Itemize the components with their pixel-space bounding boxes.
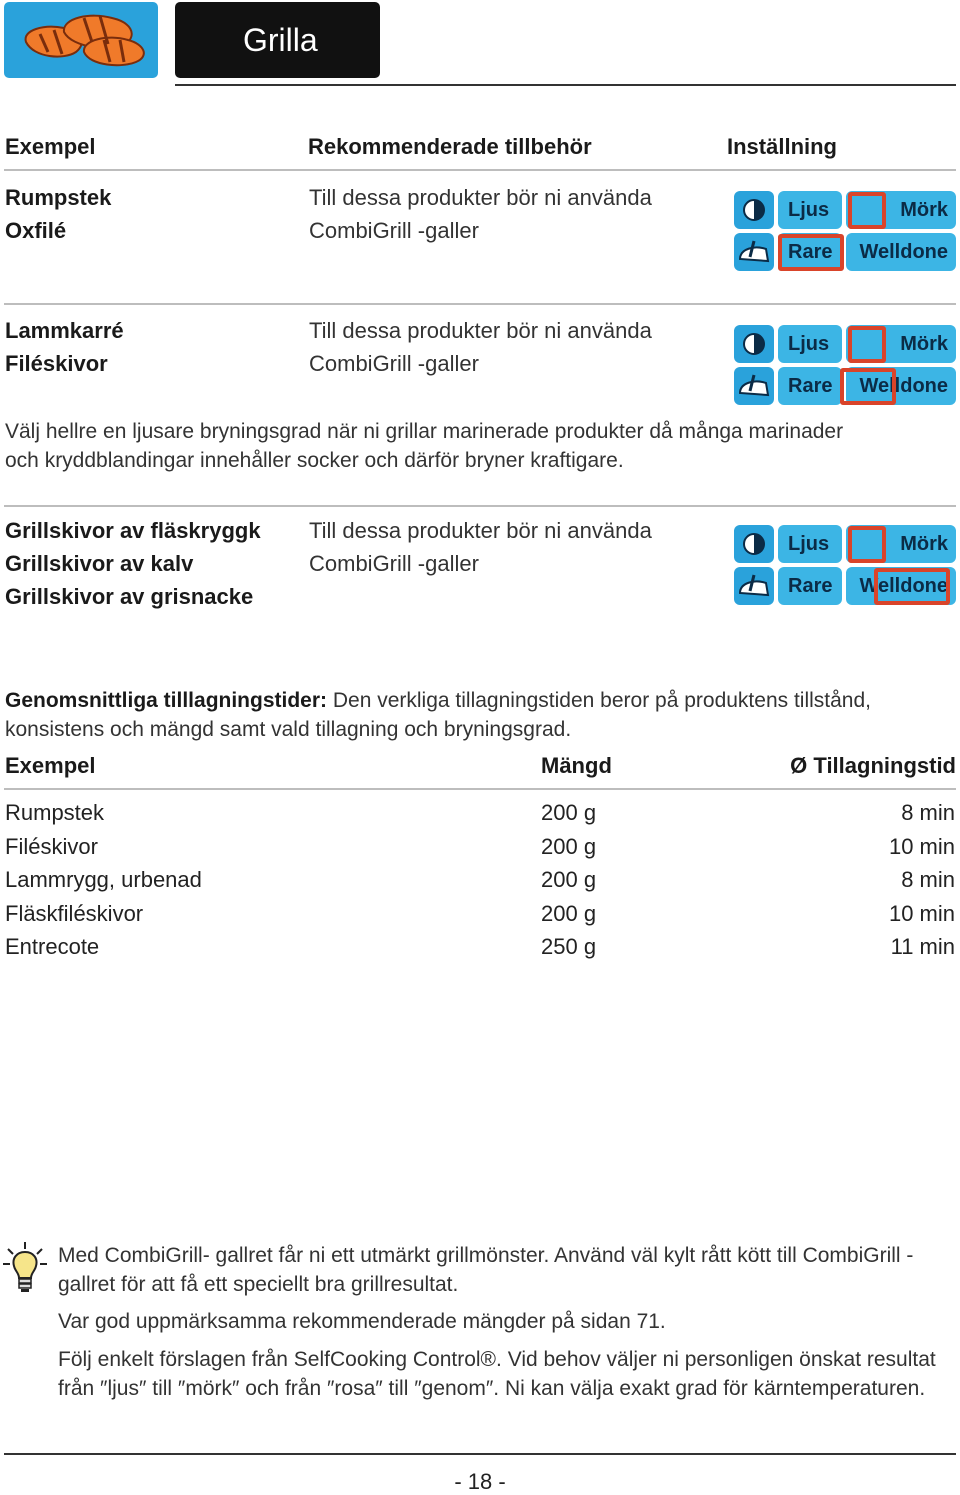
header-rule bbox=[4, 169, 956, 171]
level-rare: Rare bbox=[778, 233, 842, 271]
level-welldone: Welldone bbox=[846, 567, 956, 605]
section-1-item: Rumpstek bbox=[5, 185, 112, 210]
core-probe-icon bbox=[734, 567, 774, 605]
level-rare: Rare bbox=[778, 367, 842, 405]
section-3-item: Grillskivor av fläskryggk bbox=[5, 518, 261, 543]
footer-divider bbox=[4, 1453, 956, 1455]
table-row bbox=[0, 930, 960, 964]
section-3-accessory: Till dessa produkter bör ni använda bbox=[309, 518, 652, 543]
row-time: 8 min bbox=[901, 867, 955, 892]
selected-browning-marker bbox=[848, 326, 886, 363]
level-dark: Mörk bbox=[846, 191, 956, 229]
header-divider bbox=[175, 84, 956, 86]
row-time: 10 min bbox=[888, 833, 955, 859]
section-2-item: Filéskivor bbox=[5, 351, 108, 376]
level-rare: Rare bbox=[778, 567, 842, 605]
table-row bbox=[0, 796, 960, 830]
grill-meat-icon bbox=[4, 2, 158, 78]
section-2-accessory: CombiGrill -galler bbox=[309, 351, 479, 376]
level-dark: Mörk bbox=[846, 325, 956, 363]
page-number: - 18 - bbox=[454, 1469, 506, 1494]
section-1-accessory: CombiGrill -galler bbox=[309, 218, 479, 243]
level-welldone: Welldone bbox=[846, 233, 956, 271]
section-rule bbox=[4, 303, 956, 305]
table-header-time: Ø Tillagningstid bbox=[790, 753, 956, 778]
row-amount: 200 g bbox=[541, 833, 597, 859]
section-1-item: Oxfilé bbox=[5, 218, 67, 243]
selected-doneness-marker bbox=[840, 368, 896, 405]
selected-browning-marker bbox=[848, 526, 886, 563]
level-dark: Mörk bbox=[846, 525, 956, 563]
row-name: Entrecote bbox=[5, 934, 100, 959]
cooking-times-intro bbox=[5, 686, 957, 744]
section-1-accessory: Till dessa produkter bör ni använda bbox=[309, 185, 652, 210]
section-rule bbox=[4, 505, 956, 507]
row-amount: 200 g bbox=[541, 867, 597, 892]
tip-paragraph: Följ enkelt förslagen från SelfCooking Control®. Vid behov väljer ni personligen önskat resultat från ″ljus″ till ″mörk″ och från ″rosa″ till ″genom″. Ni kan välja exakt grad för kärntemperaturen. bbox=[58, 1348, 936, 1400]
setting-panel-3 bbox=[734, 525, 956, 607]
row-name: Rumpstek bbox=[5, 800, 105, 825]
selected-doneness-marker bbox=[874, 568, 950, 605]
level-light: Ljus bbox=[778, 325, 842, 363]
level-welldone: Welldone bbox=[846, 367, 956, 405]
table-row bbox=[0, 830, 960, 864]
browning-dial-icon bbox=[734, 525, 774, 563]
selected-doneness-marker bbox=[778, 234, 844, 271]
table-header-rule bbox=[4, 788, 956, 790]
section-2-accessory: Till dessa produkter bör ni använda bbox=[309, 318, 652, 343]
section-3-accessory: CombiGrill -galler bbox=[309, 551, 479, 576]
section-2-item: Lammkarré bbox=[5, 318, 124, 343]
table-row bbox=[0, 863, 960, 897]
setting-panel-1 bbox=[734, 191, 956, 273]
marinade-note: Välj hellre en ljusare bryningsgrad när ni grillar marinerade produkter då många marinader och kryddblandingar innehåller socker och därför bryner kraftigare. bbox=[5, 420, 844, 472]
core-probe-icon bbox=[734, 367, 774, 405]
col-header-example: Exempel bbox=[5, 134, 96, 159]
row-time: 8 min bbox=[901, 800, 955, 825]
row-amount: 200 g bbox=[541, 800, 597, 825]
table-row bbox=[0, 897, 960, 931]
browning-dial-icon bbox=[734, 325, 774, 363]
row-amount: 200 g bbox=[541, 900, 597, 926]
level-light: Ljus bbox=[778, 525, 842, 563]
page-title: Grilla bbox=[175, 2, 380, 78]
row-amount: 250 g bbox=[541, 934, 597, 959]
row-name: Filéskivor bbox=[5, 833, 98, 859]
tip-paragraph: Var god uppmärksamma rekommenderade mängder på sidan 71. bbox=[58, 1310, 666, 1333]
core-probe-icon bbox=[734, 233, 774, 271]
cooking-times-intro-text: Den verkliga tillagningstiden beror på produktens tillstånd, konsistens och mängd samt vald tillagning och bryningsgrad. bbox=[5, 689, 871, 741]
cooking-times-table bbox=[0, 796, 960, 964]
row-time: 11 min bbox=[890, 934, 955, 959]
col-header-accessories: Rekommenderade tillbehör bbox=[308, 134, 592, 159]
setting-panel-2 bbox=[734, 325, 956, 407]
row-name: Lammrygg, urbenad bbox=[5, 867, 202, 892]
selected-browning-marker bbox=[848, 192, 886, 229]
col-header-setting: Inställning bbox=[727, 134, 837, 159]
section-3-item: Grillskivor av kalv bbox=[5, 551, 194, 576]
section-3-item: Grillskivor av grisnacke bbox=[5, 584, 254, 609]
row-time: 10 min bbox=[888, 900, 955, 926]
cooking-times-intro-bold: Genomsnittliga tilllagningstider: bbox=[5, 689, 328, 712]
table-header-amount: Mängd bbox=[541, 753, 612, 778]
browning-dial-icon bbox=[734, 191, 774, 229]
level-light: Ljus bbox=[778, 191, 842, 229]
tip-paragraph: Med CombiGrill- gallret får ni ett utmärkt grillmönster. Använd väl kylt rått kött till CombiGrill -gallret för att få ett speciellt bra grillresultat. bbox=[58, 1244, 914, 1296]
lightbulb-icon bbox=[2, 1240, 48, 1294]
table-header-example: Exempel bbox=[5, 753, 96, 778]
row-name: Fläskfiléskivor bbox=[5, 900, 144, 926]
